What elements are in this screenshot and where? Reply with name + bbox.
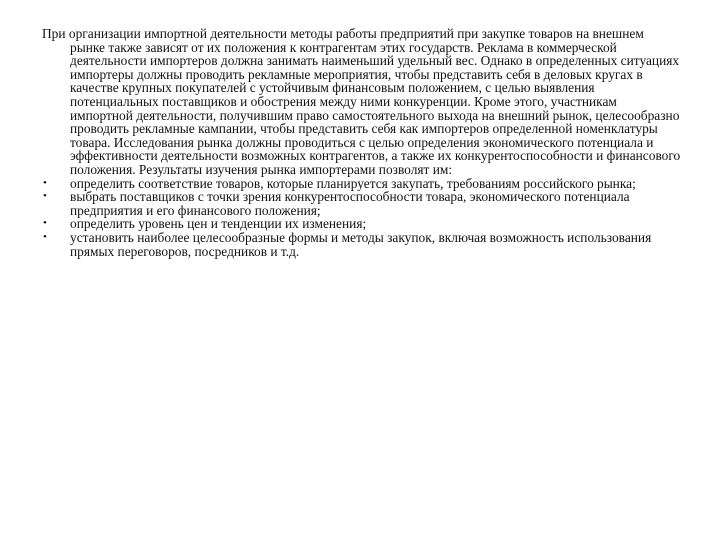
list-item-text: определить уровень цен и тенденции их изменения; — [70, 216, 367, 232]
bullet-icon: • — [43, 230, 47, 243]
intro-paragraph: При организации импортной деятельности методы работы предприятий при закупке товаров на внешнем рынке также зависят от их положения к контрагентам этих государств. Реклама в коммерческой деятельности импортеров должна занимать наименьший удельный вес. Однако в определенных ситуациях импортеры должны проводить рекламные мероприятия, чтобы представить себя в деловых кругах в качестве крупных покупателей с устойчивым финансовым положением, с целью выявления потенциальных поставщиков и обострения между ними конкуренции. Кроме этого, участникам импортной деятельности, получившим право самостоятельного выхода на внешний рынок, целесообразно проводить рекламные кампании, чтобы представить себя как импортеров определенной номенклатуры товара. Исследования рынка должны проводиться с целью определения экономического потенциала и эффективности деятельности возможных контрагентов, а также их конкурентоспособности и финансового положения. Результаты изучения рынка импортерами позволят им: — [42, 26, 681, 177]
results-list — [42, 177, 682, 259]
bullet-icon: • — [43, 217, 47, 230]
list-item-text: выбрать поставщиков с точки зрения конкурентоспособности товара, экономического потенциала предприятия и его финансового положения; — [70, 189, 630, 218]
list-item — [42, 177, 682, 191]
list-item-text: определить соответствие товаров, которые планируется закупать, требованиям российского рынка; — [70, 175, 636, 191]
bullet-icon: • — [43, 190, 47, 203]
bullet-icon: • — [43, 176, 47, 189]
document-text — [42, 27, 682, 258]
list-item — [42, 190, 682, 217]
list-item-text: установить наиболее целесообразные формы и методы закупок, включая возможность использования прямых переговоров, посредников и т.д. — [70, 229, 652, 259]
list-item — [42, 231, 682, 258]
list-item — [42, 217, 682, 231]
